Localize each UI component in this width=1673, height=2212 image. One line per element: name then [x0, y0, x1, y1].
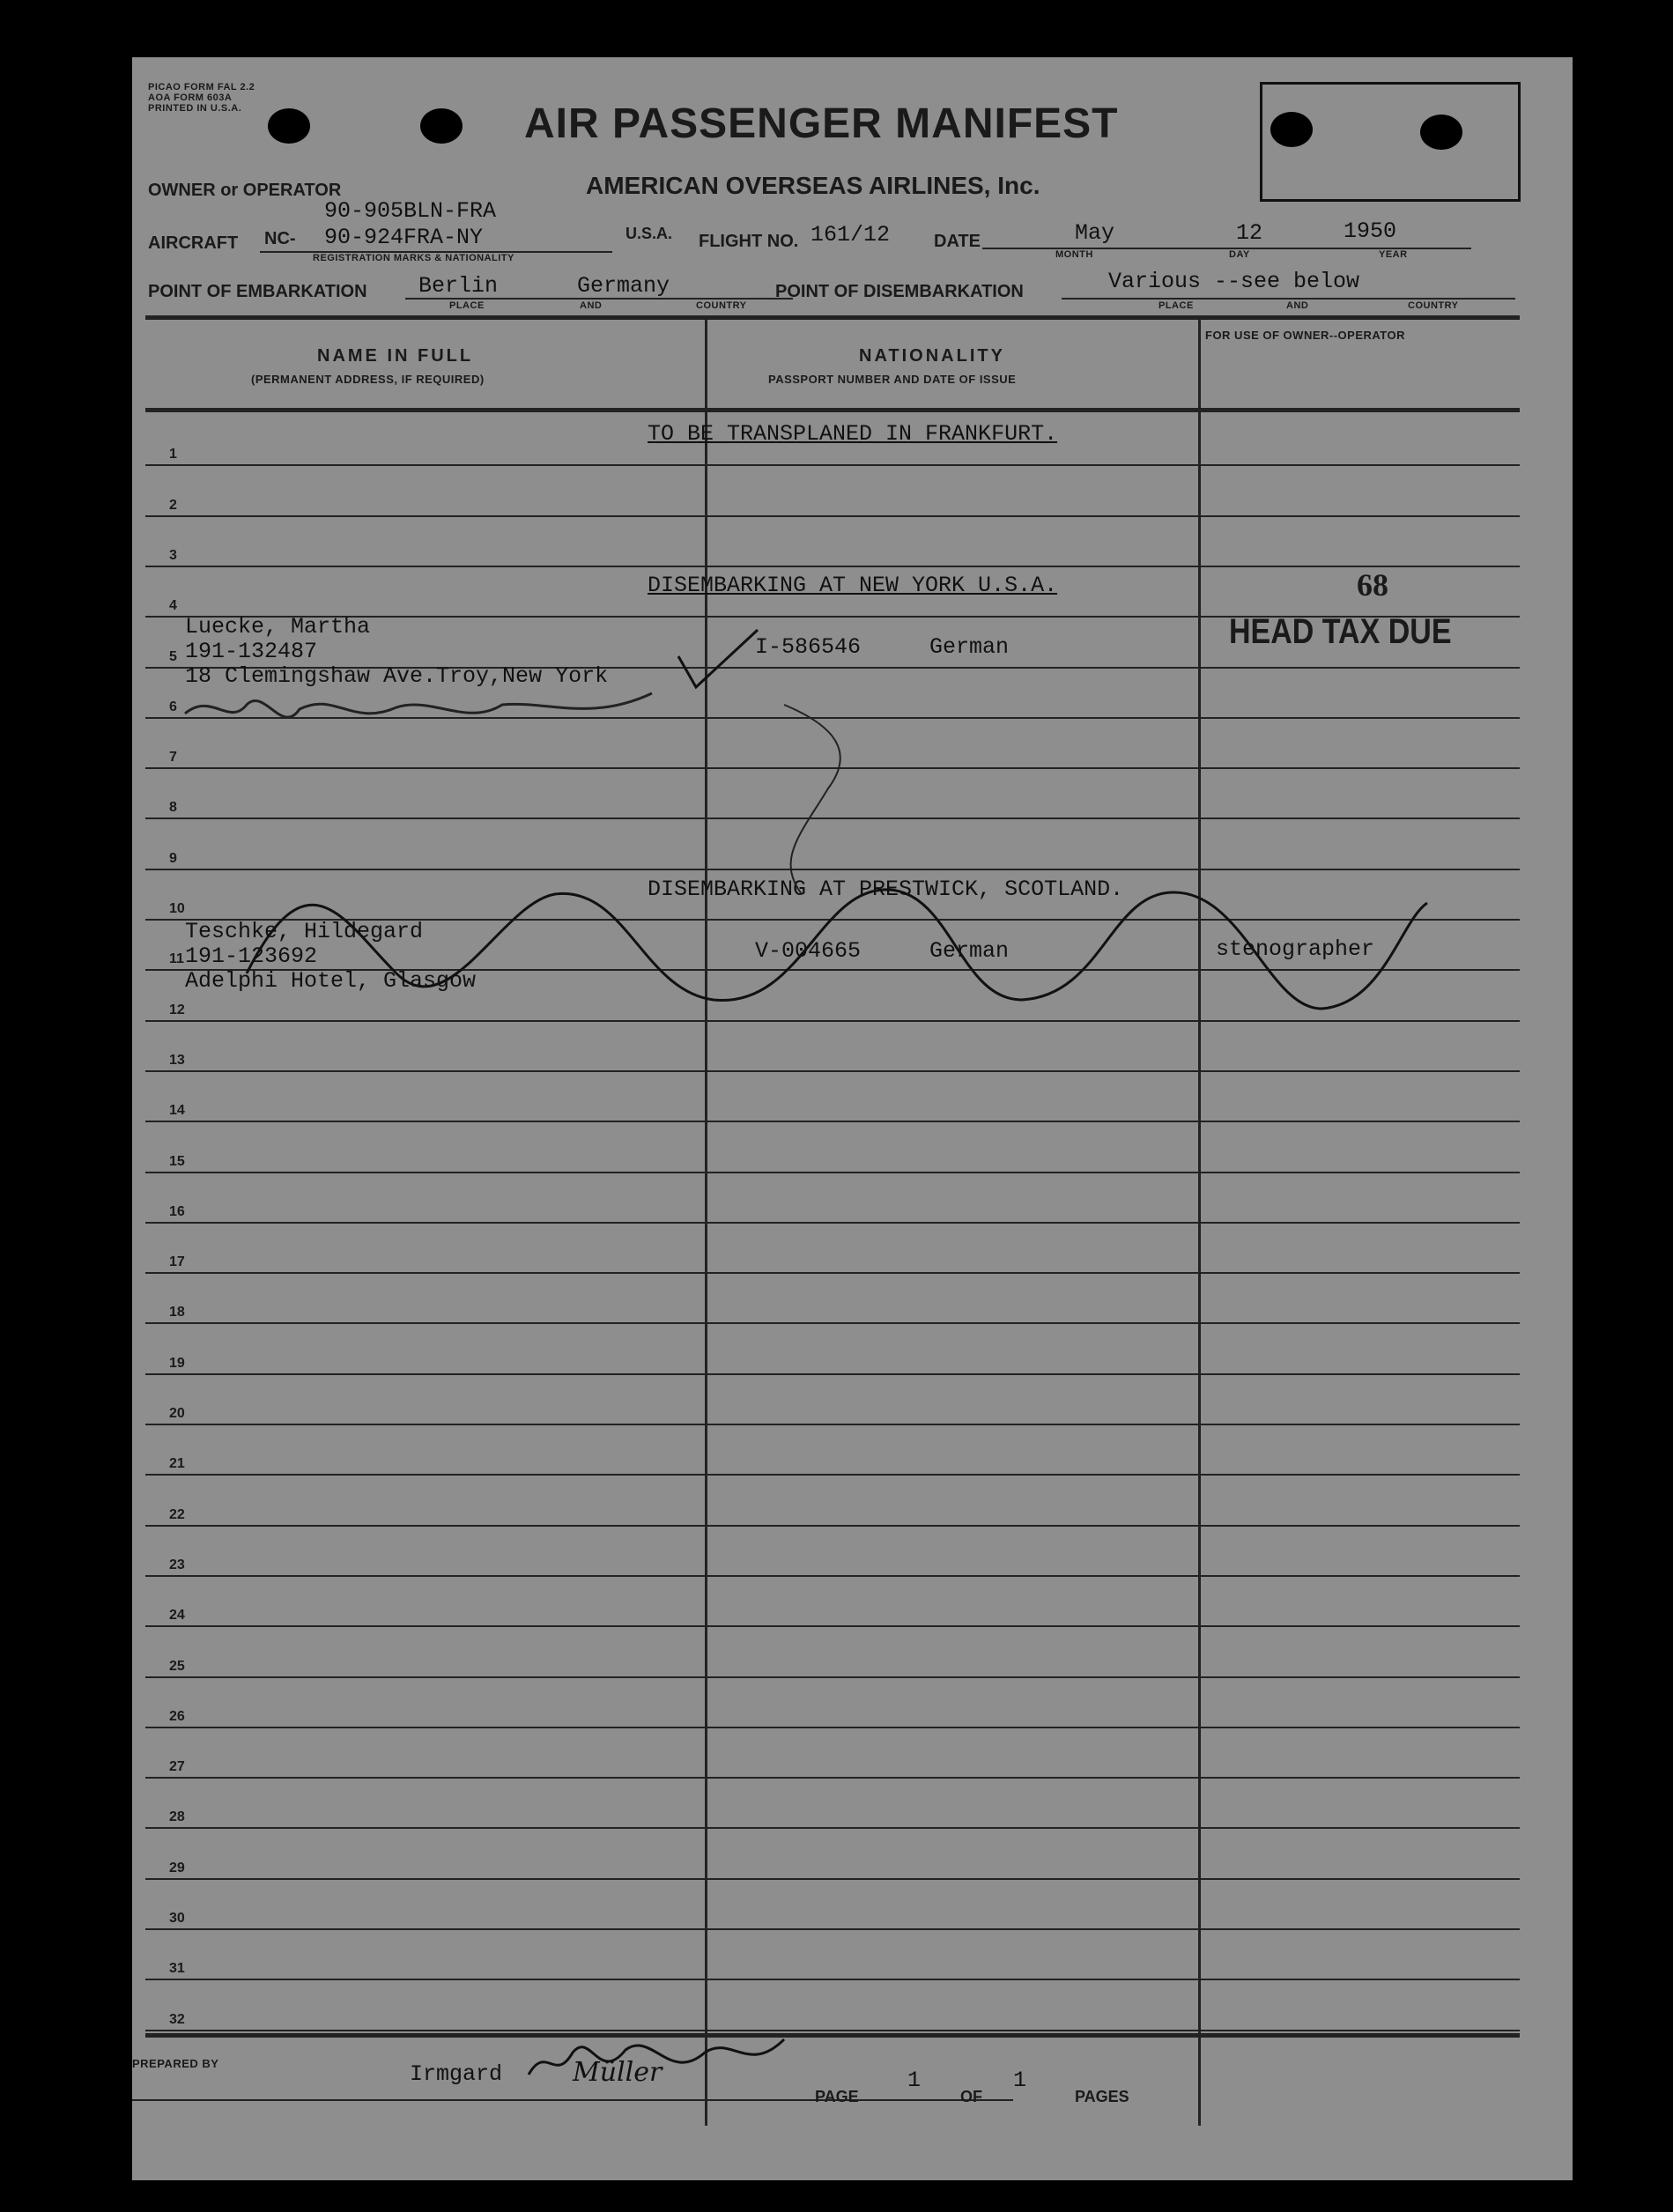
- row-number: 16: [169, 1204, 185, 1219]
- passport-number: I-586546: [755, 634, 862, 660]
- section-heading: TO BE TRANSPLANED IN FRANKFURT.: [648, 421, 1058, 447]
- passport-number: V-004665: [755, 938, 862, 964]
- passenger-address: 18 Clemingshaw Ave.Troy,New York: [185, 663, 609, 689]
- row-number: 23: [169, 1557, 185, 1572]
- row-number: 22: [169, 1507, 185, 1522]
- disembark-value: Various --see below: [1108, 269, 1360, 294]
- row-number: 27: [169, 1759, 185, 1774]
- row-number: 30: [169, 1911, 185, 1926]
- row-number: 17: [169, 1254, 185, 1269]
- row-number: 19: [169, 1356, 185, 1371]
- row-number: 14: [169, 1103, 185, 1118]
- row-number: 4: [169, 598, 177, 613]
- passenger-name: Teschke, Hildegard: [185, 919, 424, 944]
- checkmark-icon: [678, 630, 758, 687]
- handwriting-layer: [132, 57, 1573, 2180]
- total-pages: 1: [1013, 2068, 1027, 2093]
- row-number: 31: [169, 1961, 185, 1976]
- row-number: 20: [169, 1406, 185, 1421]
- owner-label: OWNER or OPERATOR: [148, 181, 342, 200]
- disembark-label: POINT OF DISEMBARKATION: [775, 282, 1024, 301]
- underline: [132, 2099, 1013, 2101]
- form-code-line: PICAO FORM FAL 2.2: [148, 82, 255, 92]
- date-year: 1950: [1344, 218, 1397, 244]
- embark-label: POINT OF EMBARKATION: [148, 282, 367, 301]
- nationality-column-subtitle: PASSPORT NUMBER AND DATE OF ISSUE: [768, 373, 1017, 386]
- form-code-line: AOA FORM 603A: [148, 92, 233, 103]
- row-number: 24: [169, 1608, 185, 1623]
- row-number: 5: [169, 649, 177, 664]
- prepared-by-label: PREPARED BY: [132, 2057, 219, 2070]
- passenger-address: Adelphi Hotel, Glasgow: [185, 968, 477, 994]
- row-number: 10: [169, 901, 185, 916]
- nationality: German: [929, 634, 1010, 660]
- date-month: May: [1075, 220, 1115, 246]
- flight-label: FLIGHT NO.: [699, 232, 799, 251]
- row-number: 18: [169, 1305, 185, 1320]
- row-number: 13: [169, 1053, 185, 1068]
- row-number: 25: [169, 1659, 185, 1674]
- country-caption: COUNTRY: [1408, 300, 1459, 311]
- date-label: DATE: [934, 232, 981, 251]
- manifest-sheet: [132, 57, 1573, 2180]
- row-number: 15: [169, 1154, 185, 1169]
- of-label: OF: [960, 2088, 982, 2105]
- aircraft-label: AIRCRAFT: [148, 233, 239, 253]
- section-heading: DISEMBARKING AT NEW YORK U.S.A.: [648, 573, 1058, 598]
- row-number: 1: [169, 447, 177, 462]
- prepared-by-signature: Müller: [573, 2057, 663, 2088]
- date-day: 12: [1236, 220, 1263, 246]
- row-number: 28: [169, 1809, 185, 1824]
- row-number: 9: [169, 851, 177, 866]
- row-number: 32: [169, 2012, 185, 2027]
- and-caption: AND: [580, 300, 603, 311]
- pen-stroke: [784, 705, 840, 894]
- embark-country: Germany: [577, 273, 670, 299]
- cancellation-wave-line: [247, 890, 1427, 1009]
- and-caption: AND: [1286, 300, 1309, 311]
- row-number: 7: [169, 750, 177, 765]
- month-caption: MONTH: [1055, 249, 1093, 260]
- row-number: 3: [169, 548, 177, 563]
- row-number: 29: [169, 1861, 185, 1875]
- name-column-title: NAME IN FULL: [317, 346, 474, 366]
- nc-label: NC-: [264, 229, 296, 248]
- registration-caption: REGISTRATION MARKS & NATIONALITY: [313, 253, 514, 263]
- head-tax-stamp: HEAD TAX DUE: [1229, 612, 1452, 651]
- page-label: PAGE: [815, 2088, 859, 2105]
- place-caption: PLACE: [449, 300, 485, 311]
- year-caption: YEAR: [1379, 249, 1408, 260]
- passenger-name: Luecke, Martha: [185, 614, 371, 640]
- row-number: 21: [169, 1456, 185, 1471]
- row-number: 8: [169, 800, 177, 815]
- country-caption: COUNTRY: [696, 300, 747, 311]
- row-number: 11: [169, 951, 184, 966]
- day-caption: DAY: [1229, 249, 1250, 260]
- section-heading: DISEMBARKING AT PRESTWICK, SCOTLAND.: [648, 877, 1124, 902]
- signature-scribble: [185, 693, 652, 717]
- usa-label: U.S.A.: [626, 225, 673, 242]
- registration-2: 90-924FRA-NY: [324, 225, 484, 250]
- page-number: 1: [907, 2068, 922, 2093]
- row-number: 6: [169, 699, 177, 714]
- row-number: 2: [169, 498, 177, 513]
- nationality: German: [929, 938, 1010, 964]
- registration-1: 90-905BLN-FRA: [324, 198, 497, 224]
- row-number: 12: [169, 1002, 185, 1017]
- passenger-id: 191-132487: [185, 639, 318, 664]
- row-number: 26: [169, 1709, 185, 1724]
- embark-place: Berlin: [418, 273, 499, 299]
- name-column-subtitle: (PERMANENT ADDRESS, IF REQUIRED): [251, 373, 485, 386]
- owner-use-caption: FOR USE OF OWNER--OPERATOR: [1205, 329, 1406, 342]
- nationality-column-title: NATIONALITY: [859, 346, 1005, 366]
- count-figure: 68: [1357, 567, 1388, 603]
- pages-label: PAGES: [1075, 2088, 1129, 2105]
- form-code-line: PRINTED IN U.S.A.: [148, 103, 242, 114]
- owner-value: AMERICAN OVERSEAS AIRLINES, Inc.: [586, 172, 1040, 199]
- prepared-by-name: Irmgard: [410, 2061, 503, 2087]
- form-title: AIR PASSENGER MANIFEST: [524, 100, 1119, 147]
- place-caption: PLACE: [1159, 300, 1194, 311]
- flight-number: 161/12: [811, 222, 891, 248]
- occupation: stenographer: [1216, 936, 1375, 962]
- passenger-id: 191-123692: [185, 943, 318, 969]
